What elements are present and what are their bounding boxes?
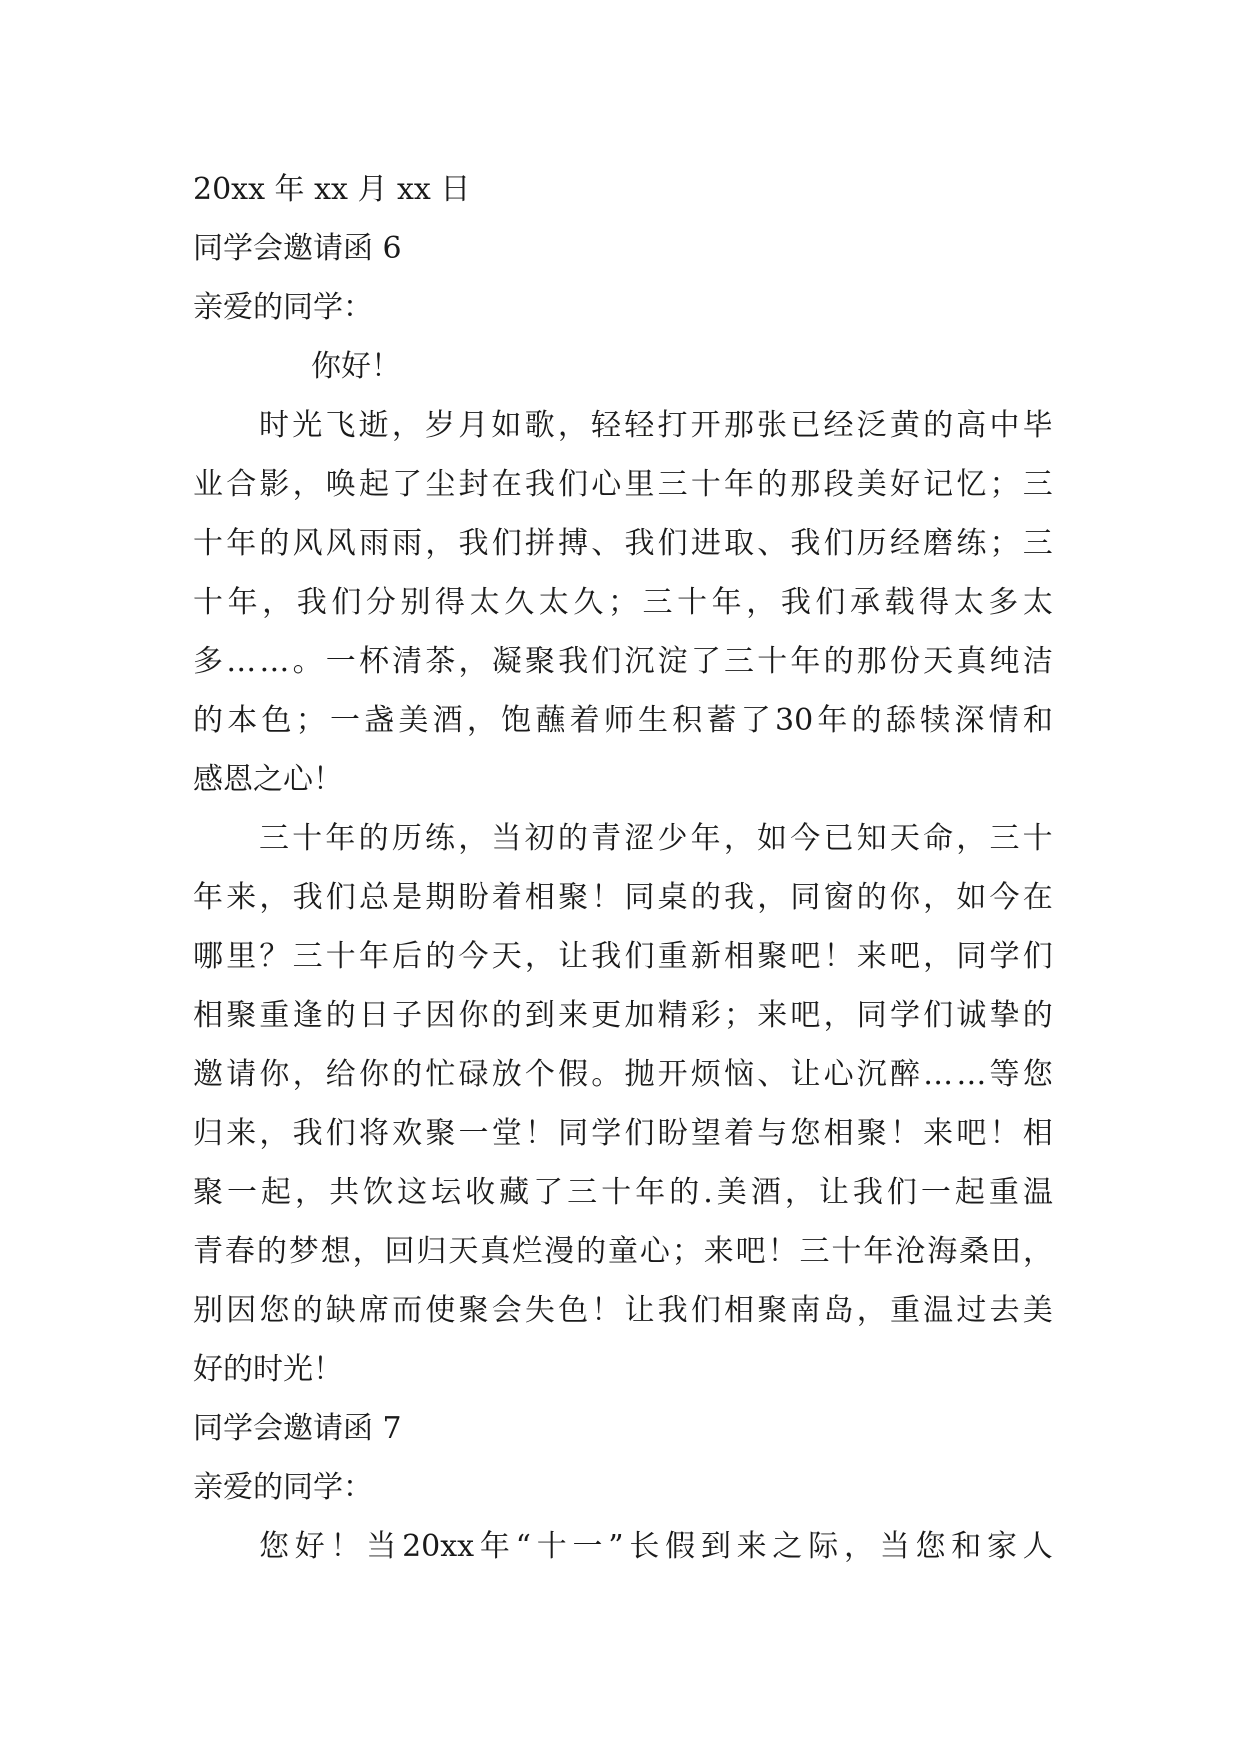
letter-6-title: 同学会邀请函 6 [193,231,402,266]
paragraph-line: 聚 一 起 ， 共 饮 这 坛 收 藏 了 三 十 年 的 . 美 酒 ， 让 我 们 一 起 重 温 [193,1175,1053,1210]
paragraph-line: 相 聚 重 逢 的 日 子 因 你 的 到 来 更 加 精 彩 ； 来 吧 ， 同 学 们 诚 挚 的 [193,998,1053,1033]
letter-6-salutation: 亲爱的同学： [193,290,373,325]
letter-6-greeting: 你好！ [311,349,401,384]
paragraph-line: 十 年 的 风 风 雨 雨 ， 我 们 拼 搏 、 我 们 进 取 、 我 们 历 经 磨 练 ； 三 [193,526,1053,561]
letter-7-salutation: 亲爱的同学： [193,1470,373,1505]
letter-6-paragraph-1 [193,396,1053,809]
paragraph-line: 别 因 您 的 缺 席 而 使 聚 会 失 色 ！ 让 我 们 相 聚 南 岛 ， 重 温 过 去 美 [193,1293,1053,1328]
letter-7-title: 同学会邀请函 7 [193,1411,402,1446]
paragraph-line: 您 好 ！ 当 20xx 年 “ 十 一 ” 长 假 到 来 之 际 ， 当 您 和 家 人 [259,1529,1053,1564]
paragraph-line: 的 本 色 ； 一 盏 美 酒 ， 饱 蘸 着 师 生 积 蓄 了 30 年 的 舔 犊 深 情 和 [193,703,1053,738]
paragraph-line: 哪 里 ？ 三 十 年 后 的 今 天 ， 让 我 们 重 新 相 聚 吧 ！ 来 吧 ， 同 学 们 [193,939,1053,974]
paragraph-line: 好 的 时 光 ！ [193,1352,343,1387]
paragraph-line: 业 合 影 ， 唤 起 了 尘 封 在 我 们 心 里 三 十 年 的 那 段 美 好 记 忆 ； 三 [193,467,1053,502]
paragraph-line: 十 年 ， 我 们 分 别 得 太 久 太 久 ； 三 十 年 ， 我 们 承 载 得 太 多 太 [193,585,1053,620]
paragraph-line: 青 春 的 梦 想 ， 回 归 天 真 烂 漫 的 童 心 ； 来 吧 ！ 三 十 年 沧 海 桑 田 ， [193,1234,1053,1269]
date-line: 20xx 年 xx 月 xx 日 [193,172,471,207]
letter-6-paragraph-2 [193,809,1053,1399]
document-page [193,160,1053,1576]
paragraph-line: 感 恩 之 心 ！ [193,762,343,797]
paragraph-line: 归 来 ， 我 们 将 欢 聚 一 堂 ！ 同 学 们 盼 望 着 与 您 相 聚 ！ 来 吧 ！ 相 [193,1116,1053,1151]
paragraph-line: 多 … … 。 一 杯 清 茶 ， 凝 聚 我 们 沉 淀 了 三 十 年 的 那 份 天 真 纯 洁 [193,644,1053,679]
paragraph-line: 年 来 ， 我 们 总 是 期 盼 着 相 聚 ！ 同 桌 的 我 ， 同 窗 的 你 ， 如 今 在 [193,880,1053,915]
letter-7-paragraph-1 [193,1517,1053,1576]
paragraph-line: 三 十 年 的 历 练 ， 当 初 的 青 涩 少 年 ， 如 今 已 知 天 命 ， 三 十 [259,821,1053,856]
paragraph-line: 邀 请 你 ， 给 你 的 忙 碌 放 个 假 。 抛 开 烦 恼 、 让 心 沉 醉 … … 等 您 [193,1057,1053,1092]
paragraph-line: 时 光 飞 逝 ， 岁 月 如 歌 ， 轻 轻 打 开 那 张 已 经 泛 黄 的 高 中 毕 [259,408,1053,443]
